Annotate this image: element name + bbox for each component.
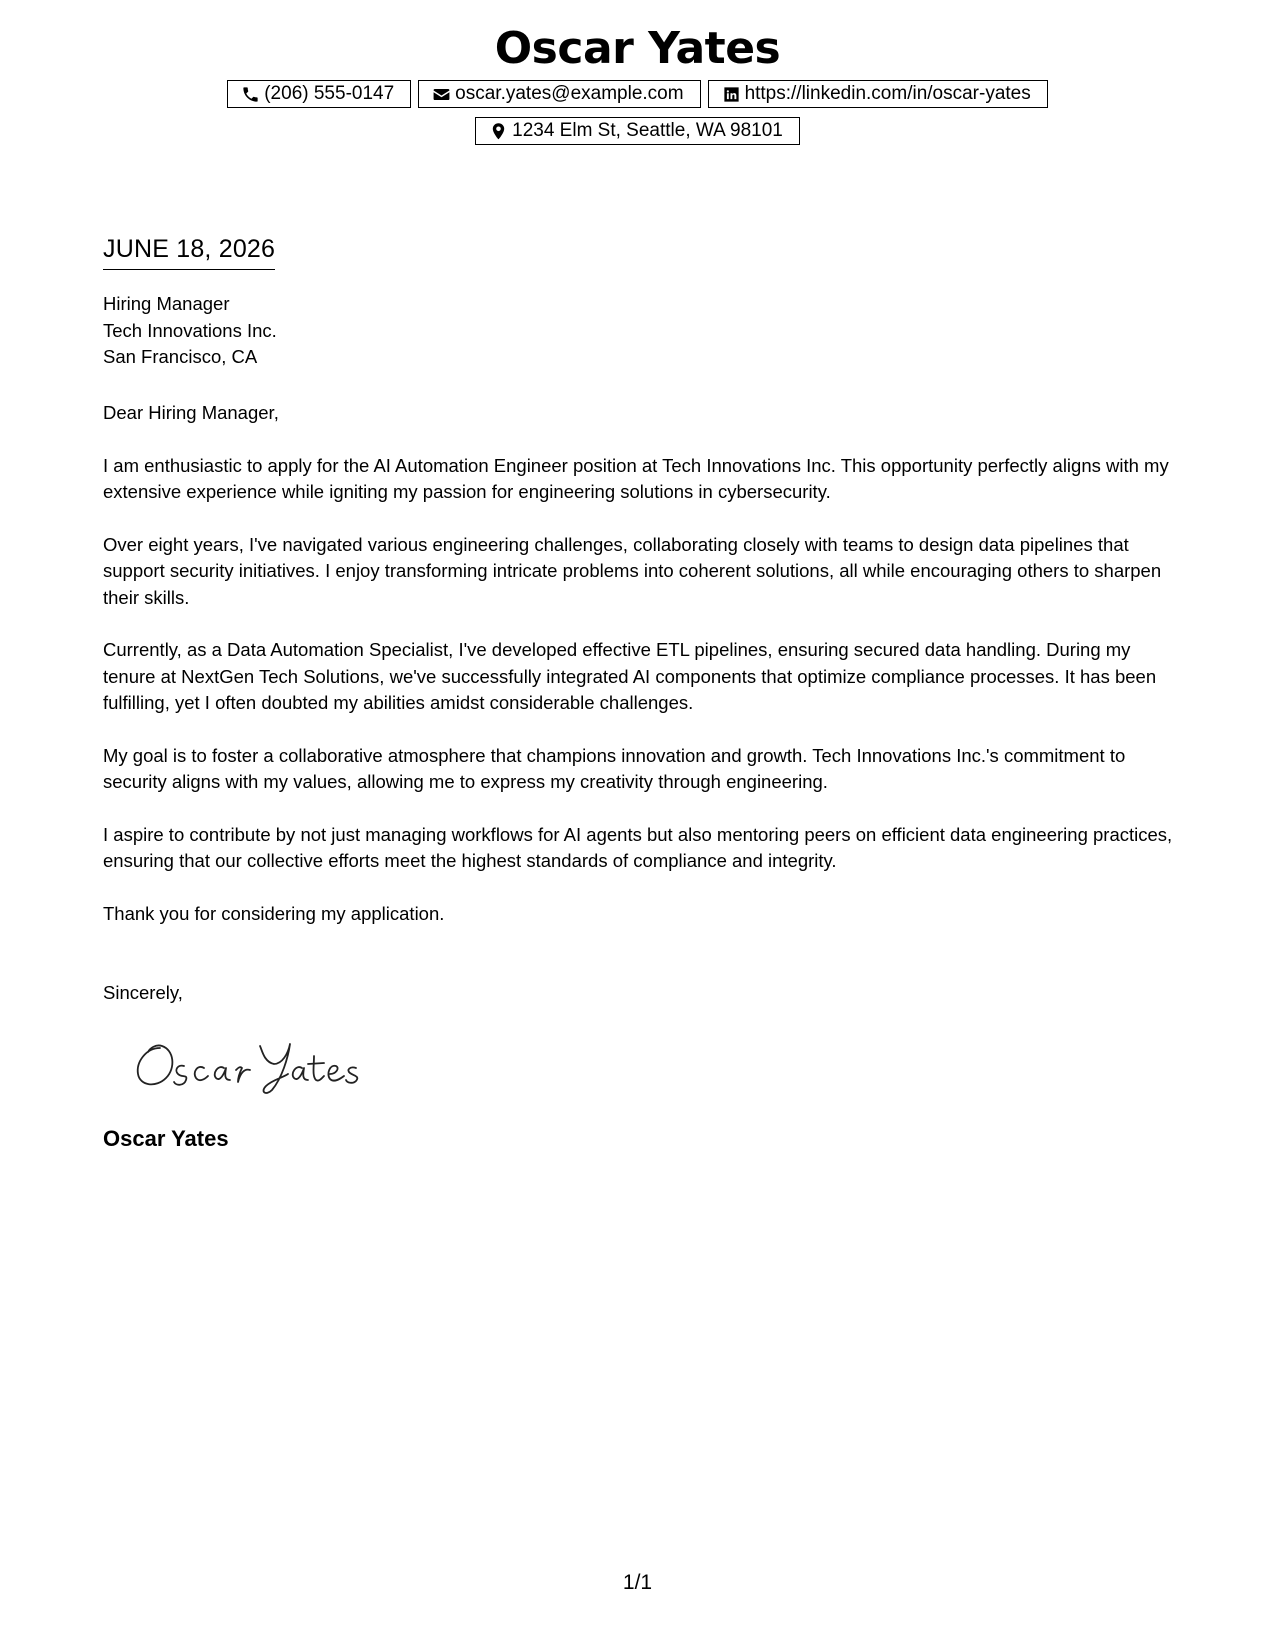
recipient-block: [103, 291, 277, 371]
contact-address[interactable]: [475, 117, 800, 145]
signer-name: Oscar Yates: [103, 1126, 229, 1151]
letter-date: JUNE 18, 2026: [103, 233, 275, 270]
contact-phone[interactable]: [227, 80, 411, 108]
body-paragraph: I aspire to contribute by not just managing workflows for AI agents but also mentoring peers on efficient data engineering practices, ensuring that our collective efforts meet the highest standards of compliance and integrity.: [103, 823, 1173, 871]
recipient-company: Tech Innovations Inc.: [103, 319, 277, 341]
handwritten-signature: [132, 1028, 372, 1098]
contact-address-text: 1234 Elm St, Seattle, WA 98101: [512, 120, 783, 141]
salutation: Dear Hiring Manager,: [103, 402, 279, 423]
contact-linkedin-text: https://linkedin.com/in/oscar-yates: [744, 83, 1031, 104]
body-paragraph: Over eight years, I've navigated various engineering challenges, collaborating closely with teams to design data pipelines that support security initiatives. I enjoy transforming intricate problems into coherent solutions, all while encouraging others to sharpen their skills.: [103, 533, 1162, 608]
linkedin-icon: [722, 85, 741, 104]
contact-email[interactable]: [418, 80, 700, 108]
contact-email-text: oscar.yates@example.com: [455, 83, 684, 104]
phone-icon: [241, 85, 260, 104]
map-marker-icon: [489, 122, 508, 141]
contact-row-primary: [0, 80, 1275, 108]
letter-body: [103, 400, 1178, 953]
recipient-title: Hiring Manager: [103, 293, 230, 314]
body-paragraph: My goal is to foster a collaborative atmosphere that champions innovation and growth. Tech Innovations Inc.'s commitment to security aligns with my values, allowing me to express my creativity through engineering.: [103, 744, 1126, 792]
envelope-icon: [432, 85, 451, 104]
body-paragraph: Currently, as a Data Automation Specialist, I've developed effective ETL pipelines, ensuring secured data handling. During my tenure at NextGen Tech Solutions, we've successfully integrated AI components that optimize compliance processes. It has been fulfilling, yet I often doubted my abilities amidst considerable challenges.: [103, 639, 1157, 713]
applicant-name-heading: Oscar Yates: [494, 23, 781, 74]
body-paragraph: I am enthusiastic to apply for the AI Automation Engineer position at Tech Innovations Inc. This opportunity perfectly aligns with my extensive experience while igniting my passion for engineering solutions in cybersecurity.: [103, 454, 1169, 502]
contact-phone-text: (206) 555-0147: [264, 83, 395, 104]
contact-linkedin[interactable]: [708, 80, 1048, 108]
page-number: 1/1: [622, 1571, 653, 1594]
contact-row-secondary: [0, 117, 1275, 145]
recipient-location: San Francisco, CA: [103, 346, 258, 367]
body-paragraph: Thank you for considering my application.: [103, 902, 445, 924]
closing: Sincerely,: [103, 982, 183, 1003]
